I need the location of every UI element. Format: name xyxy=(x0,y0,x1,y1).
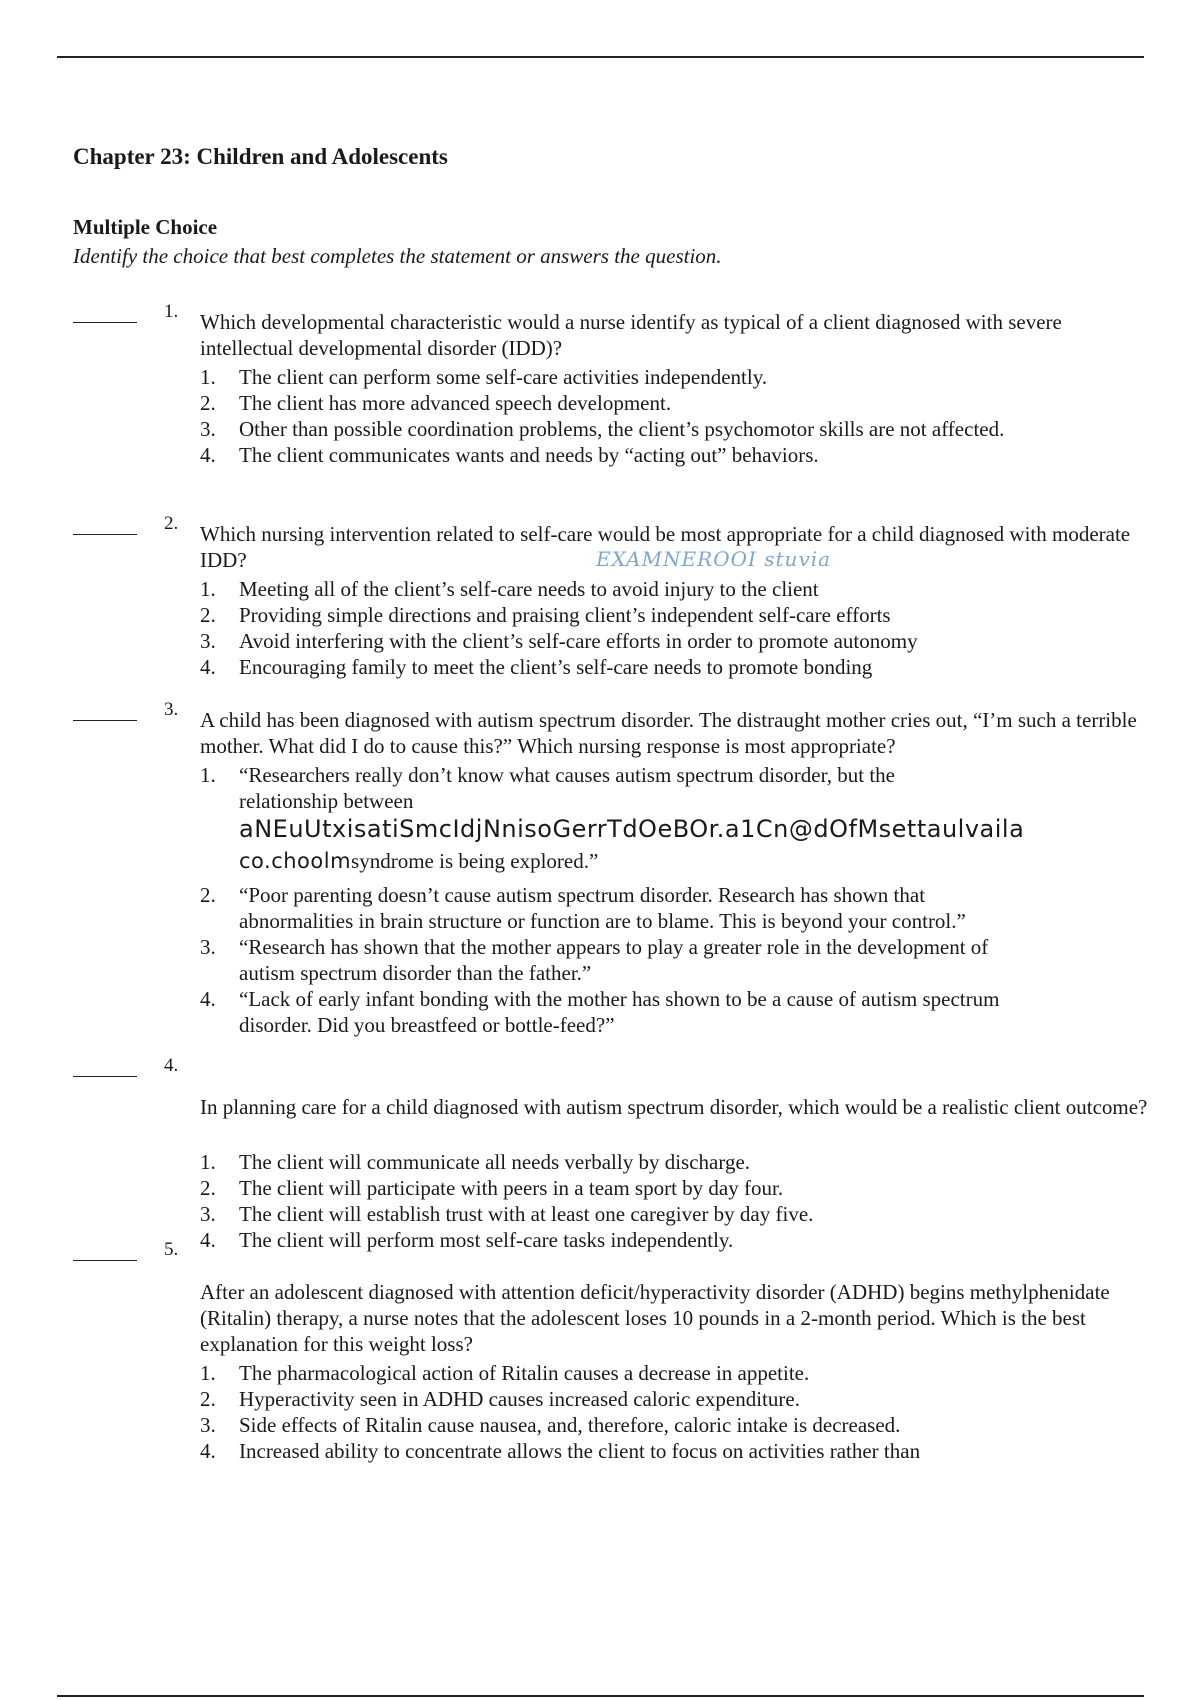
answer-blank-3[interactable] xyxy=(73,720,137,721)
choice-number: 3. xyxy=(200,935,216,959)
choice-text: Increased ability to concentrate allows the client to focus on activities rather than xyxy=(239,1439,921,1463)
garbled-line: co.choolm xyxy=(239,849,352,873)
section-title: Multiple Choice xyxy=(73,215,218,239)
choice-number: 4. xyxy=(200,1228,216,1252)
question-number: 4. xyxy=(164,1055,179,1076)
chapter-title: Chapter 23: Children and Adolescents xyxy=(73,144,448,169)
question-number: 3. xyxy=(164,699,179,720)
choice-text: “Researchers really don’t know what causes autism spectrum disorder, but the relationship between xyxy=(239,763,895,813)
choice-text: Meeting all of the client’s self-care needs to avoid injury to the client xyxy=(239,577,819,601)
question-number: 5. xyxy=(164,1239,179,1260)
choice-text: The client will perform most self-care tasks independently. xyxy=(239,1228,734,1252)
choice-number: 3. xyxy=(200,629,216,653)
choice-number: 2. xyxy=(200,883,216,907)
choice-item xyxy=(200,364,1020,390)
choice-number: 2. xyxy=(200,391,216,415)
choice-item xyxy=(200,986,1040,1038)
choice-list xyxy=(200,762,1040,1038)
choice-number: 3. xyxy=(200,1413,216,1437)
choice-item xyxy=(200,602,1100,628)
question-stem: After an adolescent diagnosed with attention deficit/hyperactivity disorder (ADHD) begins methylphenidate (Ritalin) therapy, a nurse notes that the adolescent loses 10 pounds in a 2-month period. Which is the best explanation for this weight loss? xyxy=(200,1280,1110,1356)
choice-number: 1. xyxy=(200,365,216,389)
question-stem: In planning care for a child diagnosed with autism spectrum disorder, which would be a realistic client outcome? xyxy=(200,1095,1148,1119)
choice-item xyxy=(200,576,1100,602)
top-rule xyxy=(57,56,1144,58)
choice-item xyxy=(200,1227,1100,1253)
choice-list xyxy=(200,1149,1100,1253)
choice-item xyxy=(200,416,1020,442)
section-instructions: Identify the choice that best completes the statement or answers the question. xyxy=(73,244,722,268)
question-number: 1. xyxy=(164,301,179,322)
choice-text: “Poor parenting doesn’t cause autism spectrum disorder. Research has shown that abnormalities in brain structure or function are to blame. This is beyond your control.” xyxy=(239,883,966,933)
choice-text: Other than possible coordination problems, the client’s psychomotor skills are not affected. xyxy=(239,417,1005,441)
answer-blank-5[interactable] xyxy=(73,1260,137,1261)
bottom-rule xyxy=(57,1695,1144,1697)
answer-blank-1[interactable] xyxy=(73,322,137,323)
choice-text: Encouraging family to meet the client’s self-care needs to promote bonding xyxy=(239,655,873,679)
choice-item xyxy=(200,1360,1100,1386)
choice-number: 4. xyxy=(200,987,216,1011)
choice-text: Providing simple directions and praising client’s independent self-care efforts xyxy=(239,603,891,627)
choice-text: The client will participate with peers in a team sport by day four. xyxy=(239,1176,784,1200)
choice-text: The client communicates wants and needs by “acting out” behaviors. xyxy=(239,443,819,467)
choice-number: 4. xyxy=(200,443,216,467)
choice-list xyxy=(200,576,1100,680)
choice-number: 1. xyxy=(200,1361,216,1385)
choice-text: “Research has shown that the mother appears to play a greater role in the development of autism spectrum disorder than the father.” xyxy=(239,935,989,985)
question-stem: A child has been diagnosed with autism spectrum disorder. The distraught mother cries out, “I’m such a terrible mother. What did I do to cause this?” Which nursing response is most appropriate? xyxy=(200,708,1137,758)
choice-text: Avoid interfering with the client’s self-care efforts in order to promote autonomy xyxy=(239,629,918,653)
question-stem: Which developmental characteristic would a nurse identify as typical of a client diagnosed with severe intellectual developmental disorder (IDD)? xyxy=(200,310,1062,360)
choice-number: 3. xyxy=(200,1202,216,1226)
choice-item xyxy=(200,882,1040,934)
choice-number: 1. xyxy=(200,1150,216,1174)
choice-number: 4. xyxy=(200,655,216,679)
choice-item xyxy=(200,1149,1100,1175)
choice-item xyxy=(200,1201,1100,1227)
choice-text: The client has more advanced speech development. xyxy=(239,391,672,415)
garbled-line: aNEuUtxisatiSmcIdjNnisoGerrTdOeBOr.a1Cn@dOfMsettaulvaila xyxy=(239,815,1025,843)
choice-text: The client will communicate all needs verbally by discharge. xyxy=(239,1150,751,1174)
choice-number: 3. xyxy=(200,417,216,441)
choice-text: The client will establish trust with at least one caregiver by day five. xyxy=(239,1202,814,1226)
choice-item xyxy=(200,934,1040,986)
choice-item xyxy=(200,628,1100,654)
choice-item xyxy=(200,1438,1100,1464)
garbled-overlay-text xyxy=(239,814,1040,844)
choice-text: “Lack of early infant bonding with the mother has shown to be a cause of autism spectrum disorder. Did you breastfeed or bottle-feed?” xyxy=(239,987,1000,1037)
choice-item xyxy=(200,1412,1100,1438)
choice-text: Side effects of Ritalin cause nausea, and, therefore, caloric intake is decreased. xyxy=(239,1413,901,1437)
choice-number: 4. xyxy=(200,1439,216,1463)
choice-text: syndrome is being explored.” xyxy=(351,849,599,873)
question-stem: Which nursing intervention related to self-care would be most appropriate for a child diagnosed with moderate IDD? xyxy=(200,522,1131,572)
choice-number: 1. xyxy=(200,577,216,601)
choice-item xyxy=(200,654,1100,680)
answer-blank-2[interactable] xyxy=(73,534,137,535)
choice-item xyxy=(200,390,1020,416)
choice-list xyxy=(200,1360,1100,1464)
answer-blank-4[interactable] xyxy=(73,1076,137,1077)
choice-list xyxy=(200,364,1020,468)
watermark: EXAMNEROOI stuvia xyxy=(596,547,832,571)
choice-number: 2. xyxy=(200,1176,216,1200)
choice-text: Hyperactivity seen in ADHD causes increased caloric expenditure. xyxy=(239,1387,800,1411)
choice-text: The pharmacological action of Ritalin causes a decrease in appetite. xyxy=(239,1361,810,1385)
question-number: 2. xyxy=(164,513,179,534)
choice-number: 2. xyxy=(200,1387,216,1411)
choice-number: 2. xyxy=(200,603,216,627)
choice-item xyxy=(200,762,1040,876)
choice-text: The client can perform some self-care activities independently. xyxy=(239,365,768,389)
choice-item xyxy=(200,1175,1100,1201)
choice-item xyxy=(200,442,1020,468)
choice-number: 1. xyxy=(200,763,216,787)
choice-item xyxy=(200,1386,1100,1412)
